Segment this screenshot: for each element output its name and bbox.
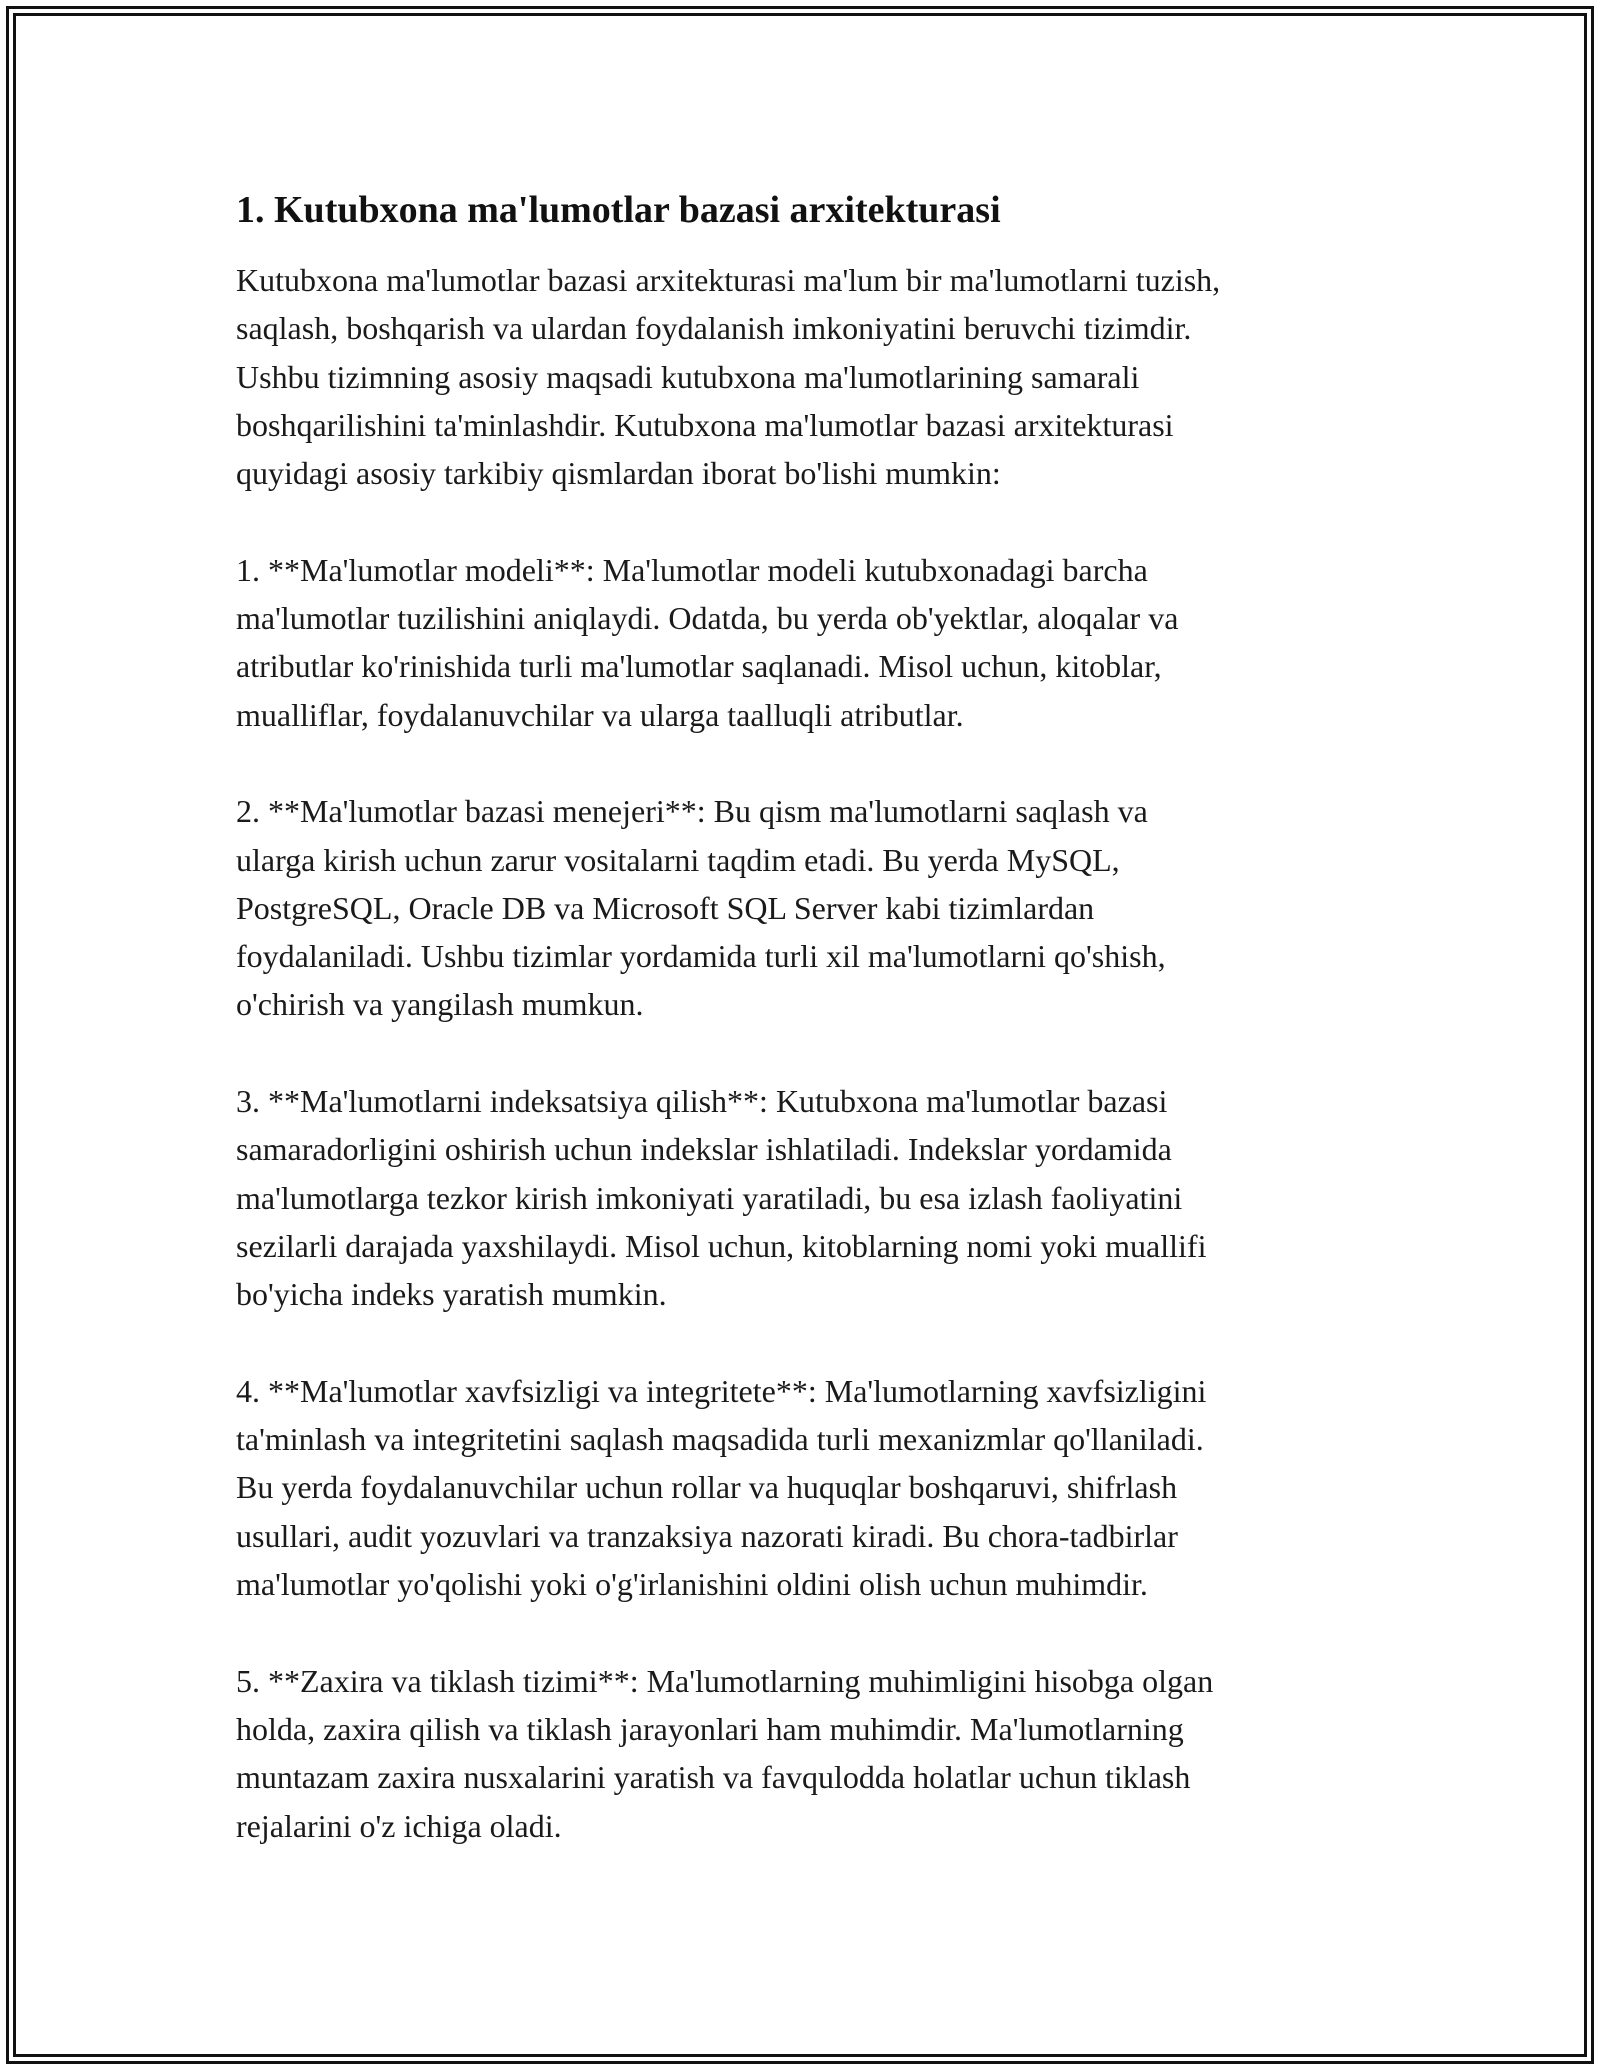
paragraph-database-manager: 2. **Ma'lumotlar bazasi menejeri**: Bu qism ma'lumotlarni saqlash va ularga kirish uchun zarur vositalarni taqdim etadi. Bu yerda MySQL, PostgreSQL, Oracle DB va Microsoft SQL Server kabi tizimlardan foydalaniladi. Ushbu tizimlar yordamida turli xil ma'lumotlarni qo'shish, o'chirish va yangilash mumkun. — [236, 793, 1166, 1023]
paragraph-indexing: 3. **Ma'lumotlarni indeksatsiya qilish**: Kutubxona ma'lumotlar bazasi samaradorligini oshirish uchun indekslar ishlatiladi. Indekslar yordamida ma'lumotlarga tezkor kirish imkoniyati yaratiladi, bu esa izlash faoliyatini sezilarli darajada yaxshilaydi. Misol uchun, kitoblarning nomi yoki muallifi bo'yicha indeks yaratish mumkin. — [236, 1083, 1207, 1313]
document-body — [236, 186, 1406, 1898]
paragraph-data-model: 1. **Ma'lumotlar modeli**: Ma'lumotlar modeli kutubxonadagi barcha ma'lumotlar tuzilishini aniqlaydi. Odatda, bu yerda ob'yektlar, aloqalar va atributlar ko'rinishida turli ma'lumotlar saqlanadi. Misol uchun, kitoblar, mualliflar, foydalanuvchilar va ularga taalluqli atributlar. — [236, 551, 1179, 733]
paragraph-security-integrity: 4. **Ma'lumotlar xavfsizligi va integritete**: Ma'lumotlarning xavfsizligini ta'minlash va integritetini saqlash maqsadida turli mexanizmlar qo'llaniladi. Bu yerda foydalanuvchilar uchun rollar va huquqlar boshqaruvi, shifrlash usullari, audit yozuvlari va tranzaksiya nazorati kiradi. Bu chora-tadbirlar ma'lumotlar yo'qolishi yoki o'g'irlanishini oldini olish uchun muhimdir. — [236, 1372, 1207, 1603]
section-heading: 1. Kutubxona ma'lumotlar bazasi arxitekturasi — [236, 189, 1001, 231]
intro-paragraph: Kutubxona ma'lumotlar bazasi arxitekturasi ma'lum bir ma'lumotlarni tuzish, saqlash, boshqarish va ulardan foydalanish imkoniyatini beruvchi tizimdir. Ushbu tizimning asosiy maqsadi kutubxona ma'lumotlarining samarali boshqarilishini ta'minlashdir. Kutubxona ma'lumotlar bazasi arxitekturasi quyidagi asosiy tarkibiy qismlardan iborat bo'lishi mumkin: — [236, 262, 1221, 492]
paragraph-backup-recovery: 5. **Zaxira va tiklash tizimi**: Ma'lumotlarning muhimligini hisobga olgan holda, zaxira qilish va tiklash jarayonlari ham muhimdir. Ma'lumotlarning muntazam zaxira nusxalarini yaratish va favqulodda holatlar uchun tiklash rejalarini o'z ichiga oladi. — [236, 1662, 1214, 1844]
